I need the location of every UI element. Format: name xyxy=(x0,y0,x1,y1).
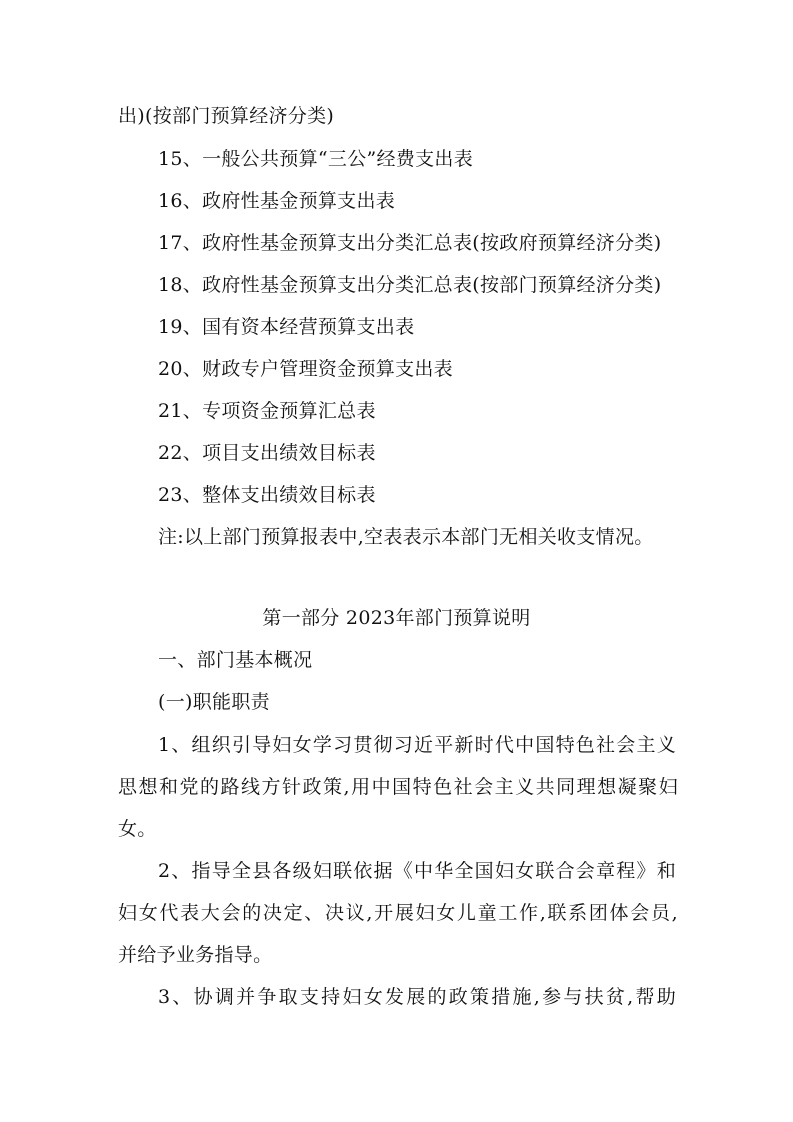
heading-basic-overview: 一、部门基本概况 xyxy=(158,649,313,671)
section-title: 第一部分 2023年部门预算说明 xyxy=(262,607,531,629)
list-item: 20、财政专户管理资金预算支出表 xyxy=(158,358,453,380)
paragraph-line: 2、指导全县各级妇联依据《中华全国妇女联合会章程》和 xyxy=(158,860,676,882)
list-item: 21、专项资金预算汇总表 xyxy=(158,400,376,422)
list-item: 22、项目支出绩效目标表 xyxy=(158,442,376,464)
note-text: 注:以上部门预算报表中,空表表示本部门无相关收支情况。 xyxy=(158,526,654,548)
list-item: 16、政府性基金预算支出表 xyxy=(158,190,396,212)
list-item: 17、政府性基金预算支出分类汇总表(按政府预算经济分类) xyxy=(158,232,662,254)
list-item: 18、政府性基金预算支出分类汇总表(按部门预算经济分类) xyxy=(158,274,662,296)
paragraph-line: 3、协调并争取支持妇女发展的政策措施,参与扶贫,帮助 xyxy=(158,986,676,1008)
list-item: 15、一般公共预算“三公”经费支出表 xyxy=(158,148,474,170)
paragraph-line: 并给予业务指导。 xyxy=(118,944,273,966)
continuation-line: 出)(按部门预算经济分类) xyxy=(118,105,335,127)
paragraph-line: 妇女代表大会的决定、决议,开展妇女儿童工作,联系团体会员, xyxy=(118,902,678,924)
paragraph-line: 1、组织引导妇女学习贯彻习近平新时代中国特色社会主义 xyxy=(158,734,676,756)
list-item: 23、整体支出绩效目标表 xyxy=(158,484,376,506)
list-item: 19、国有资本经营预算支出表 xyxy=(158,316,415,338)
paragraph-line: 女。 xyxy=(118,818,157,840)
heading-functions: (一)职能职责 xyxy=(158,691,270,713)
paragraph-line: 思想和党的路线方针政策,用中国特色社会主义共同理想凝聚妇 xyxy=(118,776,678,798)
